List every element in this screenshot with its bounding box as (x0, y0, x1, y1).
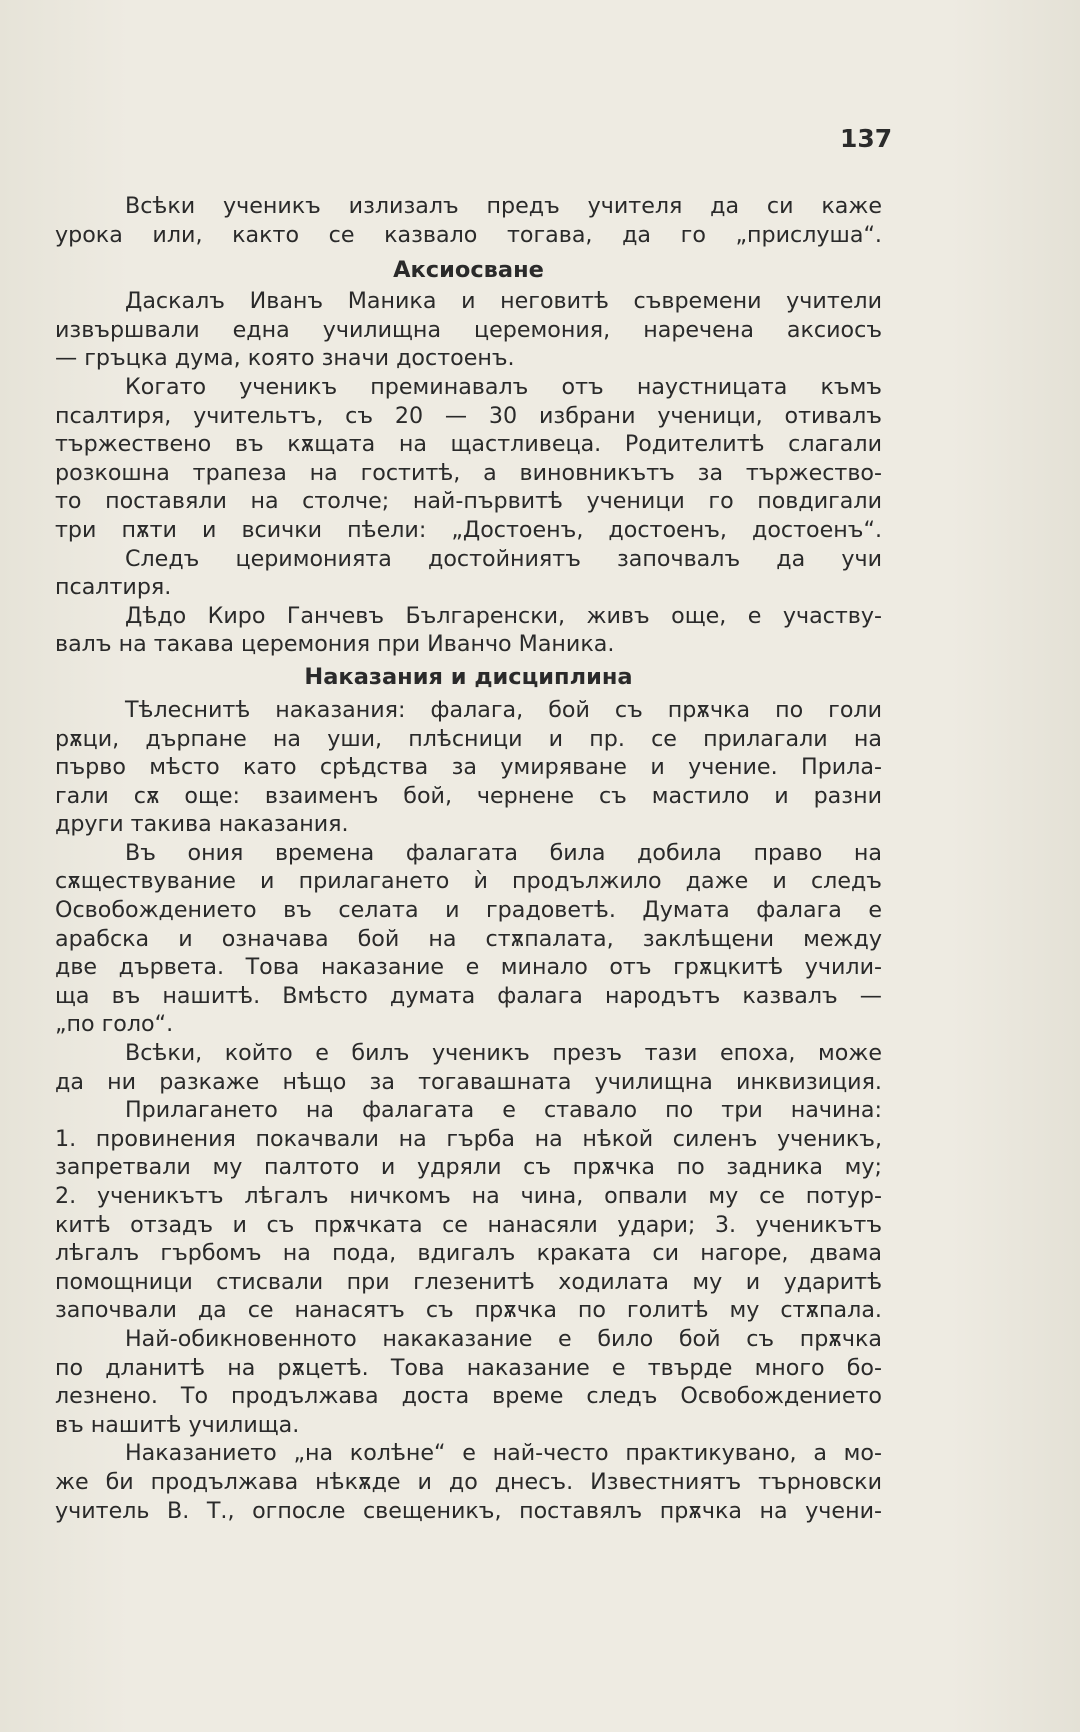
text-line: Дѣдо Киро Ганчевъ Българенски, живъ още, е участву- (125, 602, 882, 629)
text-line: Наказанието „на колѣне“ е най-често практикувано, а мо- (125, 1440, 882, 1467)
text-line: 2. ученикътъ лѣгалъ ничкомъ на чина, опвали му се потур- (55, 1183, 882, 1209)
text-line: псалтиря, учительтъ, съ 20 — 30 избрани ученици, отивалъ (55, 402, 882, 429)
text-line: Най-обикновенното накаказание е било бой съ прѫчка (125, 1325, 882, 1352)
text-line: Всѣки ученикъ излизалъ предъ учителя да си каже (125, 193, 882, 219)
text-line: 1. провинения покачвали на гърба на нѣкой силенъ ученикъ, (55, 1125, 882, 1152)
text-line: „по голо“. (55, 1011, 174, 1038)
text-line: по дланитѣ на рѫцетѣ. Това наказание е твърде много бо- (55, 1354, 882, 1381)
text-line: урока или, както се казвало тогава, да го „прислуша“. (55, 221, 882, 248)
text-line: лѣгалъ гърбомъ на пода, вдигалъ краката си нагоре, двама (55, 1240, 882, 1267)
text-line: валъ на такава церемония при Иванчо Маника. (55, 631, 615, 658)
text-line: първо мѣсто като срѣдства за умиряване и учение. Прила- (55, 754, 882, 781)
text-line: учитель В. Т., огпосле свещеникъ, поставялъ прѫчка на учени- (55, 1497, 882, 1524)
text-line: запретвали му палтото и удряли съ прѫчка по задника му; (55, 1154, 882, 1181)
text-line: лезнено. То продължава доста време следъ Освобождението (55, 1383, 882, 1410)
section-heading-punishments: Наказания и дисциплина (304, 663, 633, 690)
text-line: три пѫти и всички пѣели: „Достоенъ, достоенъ, достоенъ“. (55, 516, 882, 543)
text-line: две дървета. Това наказание е минало отъ грѫцкитѣ учили- (55, 954, 882, 981)
text-line: Даскалъ Иванъ Маника и неговитѣ съвремени учители (125, 288, 882, 315)
text-line: започвали да се нанасятъ съ прѫчка по голитѣ му стѫпала. (55, 1297, 882, 1324)
text-line: извършвали една училищна церемония, наречена аксиосъ (55, 316, 882, 343)
text-line: ща въ нашитѣ. Вмѣсто думата фалага народътъ казвалъ — (55, 982, 882, 1009)
text-line: Тѣлеснитѣ наказания: фалага, бой съ прѫчка по голи (125, 696, 882, 723)
text-line: сѫществувание и прилагането ѝ продължило даже и следъ (55, 868, 882, 895)
text-line: гали сѫ още: взаименъ бой, чернене съ мастило и разни (55, 782, 882, 809)
text-line: Въ ония времена фалагата била добила право на (125, 839, 882, 866)
text-line: въ нашитѣ училища. (55, 1411, 300, 1438)
page-number: 137 (840, 124, 893, 153)
page-text (55, 192, 882, 1525)
text-line: рѫци, дърпане на уши, плѣсници и пр. се прилагали на (55, 725, 882, 752)
text-line: да ни разкаже нѣщо за тогавашната училищна инквизиция. (55, 1068, 882, 1095)
text-line: псалтиря. (55, 574, 172, 601)
text-line: тържествено въ кѫщата на щастливеца. Родителитѣ слагали (55, 431, 882, 458)
text-line: арабска и означава бой на стѫпалата, заклѣщени между (55, 925, 882, 952)
text-line: то поставяли на столче; най-първитѣ ученици го повдигали (55, 488, 882, 515)
text-line: — гръцка дума, която значи достоенъ. (55, 345, 515, 372)
text-line: Прилагането на фалагата е ставало по три начина: (125, 1097, 882, 1124)
text-line: китѣ отзадъ и съ прѫчката се нанасяли удари; 3. ученикътъ (55, 1211, 882, 1238)
text-line: помощници стисвали при глезенитѣ ходилата му и ударитѣ (55, 1268, 882, 1295)
text-line: же би продължава нѣкѫде и до днесъ. Известниятъ търновски (55, 1468, 882, 1495)
text-line: розкошна трапеза на гоститѣ, а виновникътъ за тържество- (55, 459, 882, 486)
text-line: други такива наказания. (55, 811, 349, 838)
text-line: Когато ученикъ преминавалъ отъ наустницата къмъ (125, 373, 882, 400)
section-heading-aksiosvane: Аксиосване (393, 257, 544, 284)
text-line: Всѣки, който е билъ ученикъ презъ тази епоха, може (125, 1040, 882, 1067)
text-line: Освобождението въ селата и градоветѣ. Думата фалага е (55, 897, 882, 924)
text-line: Следъ церимонията достойниятъ започвалъ да учи (125, 545, 882, 572)
